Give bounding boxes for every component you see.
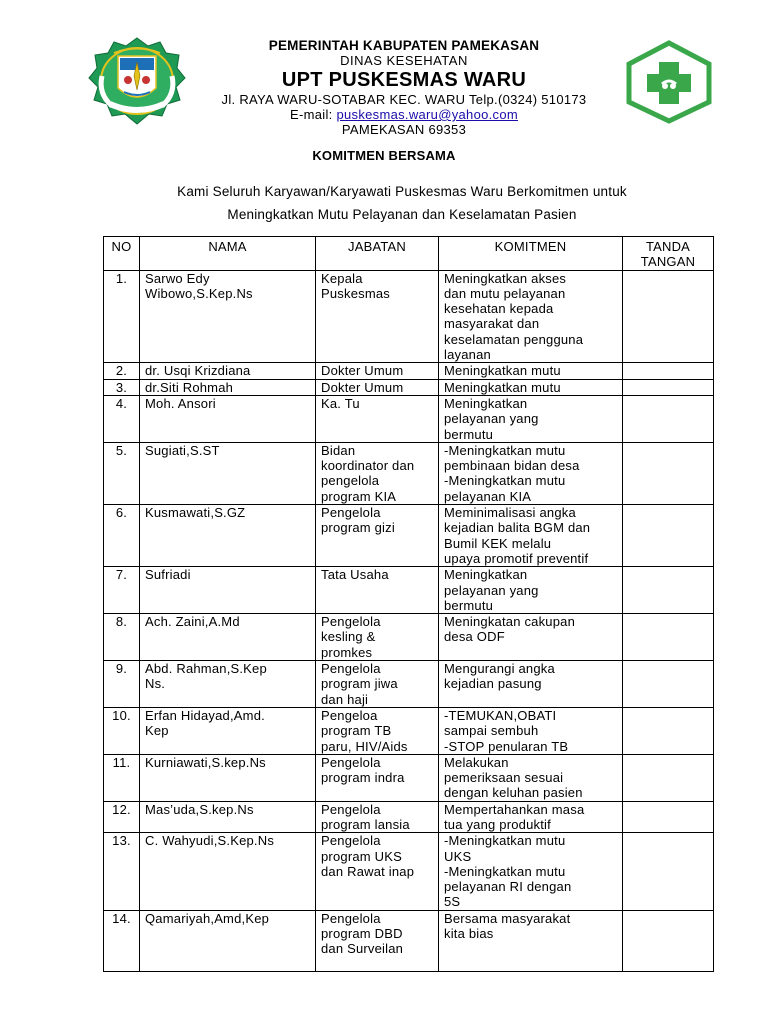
table-row: [104, 614, 714, 661]
row-name: dr.Siti Rohmah: [140, 379, 316, 395]
row-commitment: Meningkatkan pelayanan yang bermutu: [439, 395, 623, 442]
row-commitment: Meningkatkan mutu: [439, 379, 623, 395]
health-cross-icon: [624, 40, 714, 124]
row-signature: [623, 661, 714, 708]
header-komitmen: KOMITMEN: [439, 237, 623, 271]
pamekasan-regency-logo: [88, 36, 186, 126]
table-row: [104, 363, 714, 379]
header-no: NO: [104, 237, 140, 271]
row-name: Moh. Ansori: [140, 395, 316, 442]
row-position: Pengelola kesling & promkes: [316, 614, 439, 661]
email-link[interactable]: puskesmas.waru@yahoo.com: [336, 107, 518, 122]
table-row: [104, 754, 714, 801]
row-signature: [623, 614, 714, 661]
table-row: [104, 833, 714, 910]
puskesmas-logo: [624, 40, 714, 124]
row-number: 5.: [104, 442, 140, 504]
row-position: Pengelola program UKS dan Rawat inap: [316, 833, 439, 910]
header-nama: NAMA: [140, 237, 316, 271]
row-name: Mas’uda,S.kep.Ns: [140, 801, 316, 833]
row-number: 11.: [104, 754, 140, 801]
row-commitment: Meningkatkan pelayanan yang bermutu: [439, 567, 623, 614]
row-signature: [623, 379, 714, 395]
document-title: KOMITMEN BERSAMA: [312, 148, 456, 163]
row-position: Bidan koordinator dan pengelola program KIA: [316, 442, 439, 504]
table-body: [104, 270, 714, 971]
letterhead: [186, 38, 622, 137]
row-commitment: Meningkatkan mutu: [439, 363, 623, 379]
row-position: Pengelola program jiwa dan haji: [316, 661, 439, 708]
row-name: Sugiati,S.ST: [140, 442, 316, 504]
table-header-row: [104, 237, 714, 271]
row-number: 12.: [104, 801, 140, 833]
row-name: Abd. Rahman,S.Kep Ns.: [140, 661, 316, 708]
row-name: Ach. Zaini,A.Md: [140, 614, 316, 661]
table-row: [104, 442, 714, 504]
row-name: Erfan Hidayad,Amd. Kep: [140, 707, 316, 754]
row-signature: [623, 395, 714, 442]
row-commitment: Melakukan pemeriksaan sesuai dengan keluhan pasien: [439, 754, 623, 801]
row-signature: [623, 754, 714, 801]
row-name: Sarwo Edy Wibowo,S.Kep.Ns: [140, 270, 316, 363]
row-signature: [623, 505, 714, 567]
row-signature: [623, 442, 714, 504]
row-position: Pengelola program gizi: [316, 505, 439, 567]
row-signature: [623, 707, 714, 754]
table-row: [104, 379, 714, 395]
header-jabatan: JABATAN: [316, 237, 439, 271]
row-name: dr. Usqi Krizdiana: [140, 363, 316, 379]
row-number: 7.: [104, 567, 140, 614]
row-signature: [623, 910, 714, 971]
row-commitment: -TEMUKAN,OBATI sampai sembuh -STOP penularan TB: [439, 707, 623, 754]
row-name: Sufriadi: [140, 567, 316, 614]
intro-statement: [0, 180, 768, 226]
row-commitment: Meningkatkan akses dan mutu pelayanan kesehatan kepada masyarakat dan keselamatan pengguna layanan: [439, 270, 623, 363]
header-tanda-tangan: TANDA TANGAN: [623, 237, 714, 271]
email-label: E-mail:: [290, 107, 337, 122]
row-commitment: Meningkatan cakupan desa ODF: [439, 614, 623, 661]
table-row: [104, 707, 714, 754]
institution-name: UPT PUSKESMAS WARU: [281, 69, 527, 91]
intro-line-2: Meningkatkan Mutu Pelayanan dan Keselamatan Pasien: [227, 207, 577, 222]
row-commitment: Mengurangi angka kejadian pasung: [439, 661, 623, 708]
table-row: [104, 910, 714, 971]
regency-emblem-icon: [88, 36, 186, 126]
row-number: 2.: [104, 363, 140, 379]
row-number: 13.: [104, 833, 140, 910]
row-commitment: Meminimalisasi angka kejadian balita BGM dan Bumil KEK melalu upaya promotif preventif: [439, 505, 623, 567]
row-position: Pengelola program indra: [316, 754, 439, 801]
row-number: 1.: [104, 270, 140, 363]
intro-line-1: Kami Seluruh Karyawan/Karyawati Puskesmas Waru Berkomitmen untuk: [177, 184, 627, 199]
row-name: Qamariyah,Amd,Kep: [140, 910, 316, 971]
row-number: 10.: [104, 707, 140, 754]
city-postal-line: PAMEKASAN 69353: [341, 122, 467, 137]
row-name: Kurniawati,S.kep.Ns: [140, 754, 316, 801]
row-position: Tata Usaha: [316, 567, 439, 614]
row-position: Ka. Tu: [316, 395, 439, 442]
commitment-table: [103, 236, 714, 972]
row-position: Pengelola program DBD dan Surveilan: [316, 910, 439, 971]
row-commitment: Bersama masyarakat kita bias: [439, 910, 623, 971]
table-row: [104, 801, 714, 833]
table-row: [104, 567, 714, 614]
row-position: Pengelola program lansia: [316, 801, 439, 833]
table-row: [104, 661, 714, 708]
address-line: Jl. RAYA WARU-SOTABAR KEC. WARU Telp.(0324) 510173: [221, 92, 587, 107]
row-signature: [623, 801, 714, 833]
row-number: 4.: [104, 395, 140, 442]
row-position: Pengeloa program TB paru, HIV/Aids: [316, 707, 439, 754]
row-number: 9.: [104, 661, 140, 708]
government-name: PEMERINTAH KABUPATEN PAMEKASAN: [268, 38, 540, 53]
row-name: Kusmawati,S.GZ: [140, 505, 316, 567]
row-number: 8.: [104, 614, 140, 661]
row-name: C. Wahyudi,S.Kep.Ns: [140, 833, 316, 910]
row-number: 6.: [104, 505, 140, 567]
row-commitment: -Meningkatkan mutu pembinaan bidan desa -Meningkatkan mutu pelayanan KIA: [439, 442, 623, 504]
row-number: 3.: [104, 379, 140, 395]
row-commitment: -Meningkatkan mutu UKS -Meningkatkan mutu pelayanan RI dengan 5S: [439, 833, 623, 910]
table-row: [104, 395, 714, 442]
table-row: [104, 270, 714, 363]
row-position: Dokter Umum: [316, 363, 439, 379]
row-signature: [623, 833, 714, 910]
row-signature: [623, 363, 714, 379]
row-signature: [623, 567, 714, 614]
row-position: Dokter Umum: [316, 379, 439, 395]
table-row: [104, 505, 714, 567]
department-name: DINAS KESEHATAN: [340, 53, 468, 68]
row-signature: [623, 270, 714, 363]
row-commitment: Mempertahankan masa tua yang produktif: [439, 801, 623, 833]
row-position: Kepala Puskesmas: [316, 270, 439, 363]
row-number: 14.: [104, 910, 140, 971]
email-line: [186, 107, 622, 122]
